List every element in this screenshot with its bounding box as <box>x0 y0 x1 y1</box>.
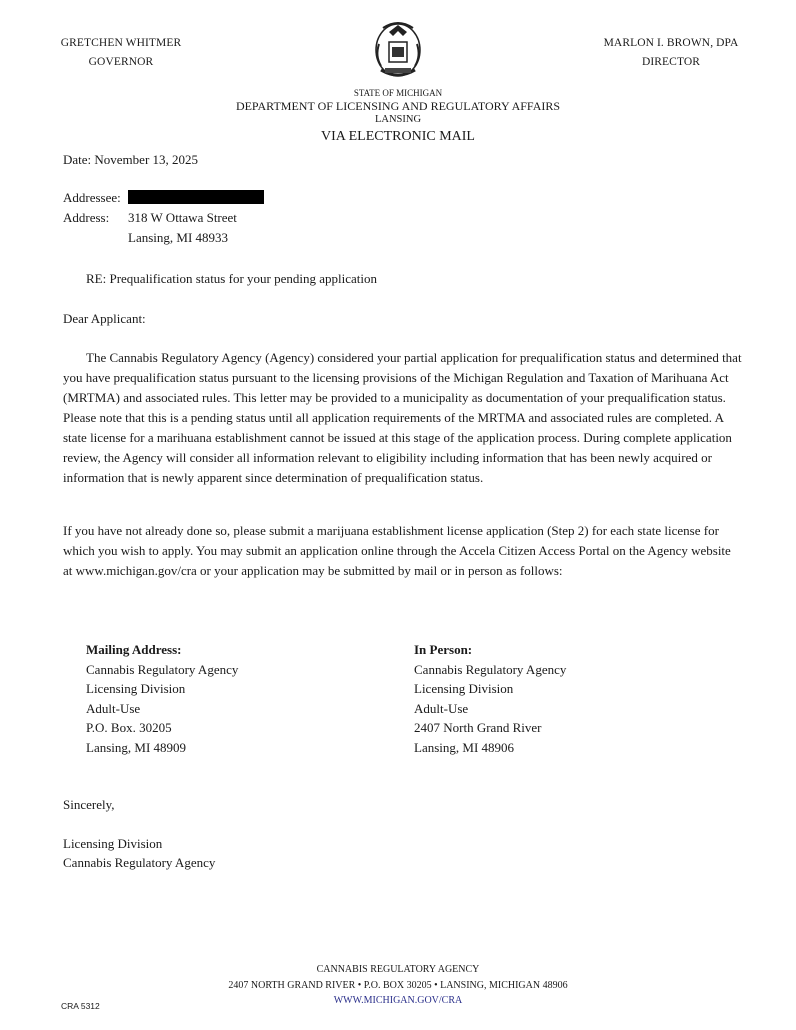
in-person-address-line: 2407 North Grand River <box>414 720 542 735</box>
department-name: DEPARTMENT OF LICENSING AND REGULATORY AFFAIRS <box>235 99 561 113</box>
mailing-address-line: Adult-Use <box>86 700 141 716</box>
in-person-address-line: Licensing Division <box>414 681 514 696</box>
in-person-address-line: Cannabis Regulatory Agency <box>414 661 567 677</box>
addressee-label: Addressee: <box>63 190 121 205</box>
state-label: STATE OF MICHIGAN <box>353 88 443 98</box>
address-line-1: 318 W Ottawa Street <box>128 210 237 225</box>
signature-division: Licensing Division <box>63 836 163 851</box>
mailing-address-line: Lansing, MI 48909 <box>86 739 187 755</box>
redacted-addressee <box>128 190 264 204</box>
director-title: DIRECTOR <box>641 56 701 68</box>
mailing-address-heading: Mailing Address: <box>86 642 182 657</box>
letter-date: Date: November 13, 2025 <box>63 152 199 167</box>
in-person-address-block <box>414 640 566 757</box>
in-person-heading: In Person: <box>414 642 473 657</box>
mailing-address-line: P.O. Box. 30205 <box>86 720 172 735</box>
governor-block <box>56 34 186 72</box>
delivery-method: VIA ELECTRONIC MAIL <box>321 129 475 144</box>
footer-agency: CANNABIS REGULATORY AGENCY <box>316 964 480 975</box>
closing: Sincerely, <box>63 797 115 812</box>
michigan-state-seal-icon <box>369 14 427 84</box>
in-person-address-line: Lansing, MI 48906 <box>414 739 515 755</box>
governor-name: GRETCHEN WHITMER <box>60 37 182 49</box>
signature-agency: Cannabis Regulatory Agency <box>63 855 216 870</box>
city-label: LANSING <box>374 114 422 125</box>
address-line-2: Lansing, MI 48933 <box>128 230 229 245</box>
footer-website-link[interactable]: WWW.MICHIGAN.GOV/CRA <box>333 995 463 1006</box>
footer-address: 2407 NORTH GRAND RIVER • P.O. BOX 30205 • LANSING, MICHIGAN 48906 <box>228 980 568 991</box>
director-block <box>596 34 746 72</box>
in-person-address-line: Adult-Use <box>414 700 469 716</box>
mailing-address-line: Cannabis Regulatory Agency <box>86 661 239 677</box>
mailing-address-block <box>86 640 238 757</box>
salutation: Dear Applicant: <box>63 311 146 326</box>
paragraph-instructions: If you have not already done so, please submit a marijuana establishment license application (Step 2) for each state license for which you wish to apply. You may submit an application online through the Accela Citizen Access Portal on the Agency website at www.michigan.gov/cra or your application may be submitted by mail or in person as follows: <box>63 523 731 578</box>
governor-title: GOVERNOR <box>88 56 154 68</box>
paragraph-prequalification: The Cannabis Regulatory Agency (Agency) considered your partial application for prequalification status and determined that you have prequalification status pursuant to the licensing provisions of the Michigan Regulation and Taxation of Marihuana Act (MRTMA) and associated rules. This letter may be provided to a municipality as documentation of your prequalification status. Please note that this is a pending status until all application requirements of the MRTMA and associated rules are completed. A state license for a marihuana establishment cannot be issued at this stage of the application process. During complete application review, the Agency will consider all information relevant to eligibility including information that has been newly acquired or information that is newly apparent since determination of prequalification status. <box>63 350 742 485</box>
mailing-address-line: Licensing Division <box>86 681 186 696</box>
subject-line: RE: Prequalification status for your pending application <box>86 271 377 286</box>
director-name: MARLON I. BROWN, DPA <box>603 37 739 49</box>
address-label: Address: <box>63 210 110 225</box>
form-code: CRA 5312 <box>61 1001 100 1011</box>
